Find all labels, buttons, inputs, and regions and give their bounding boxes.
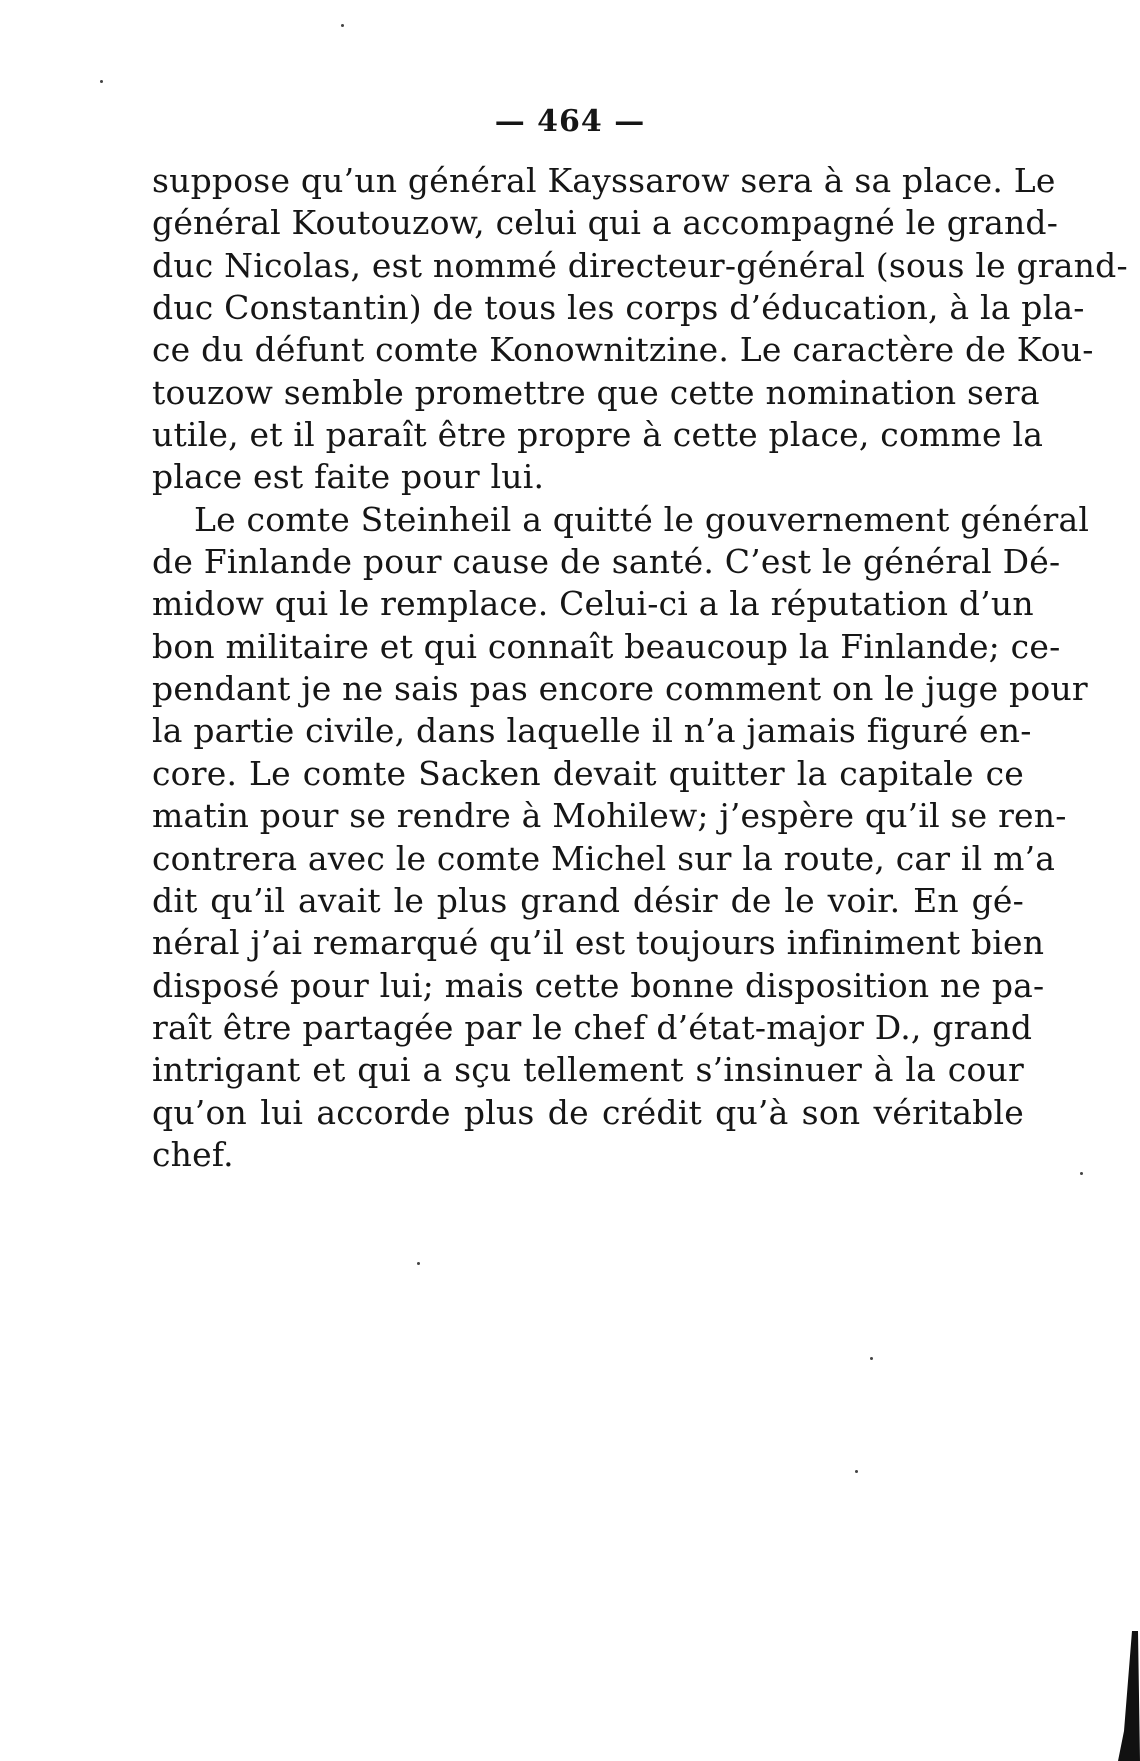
text-line: Le comte Steinheil a quitté le gouvernement général [194,499,1090,539]
text-line: matin pour se rendre à Mohilew; j’espère qu’il se ren- [152,796,1067,836]
text-line: raît être partagée par le chef d’état-major D., grand [152,1007,1033,1047]
text-line: de Finlande pour cause de santé. C’est le général Dé- [152,542,1061,582]
text-line: la partie civile, dans laquelle il n’a jamais figuré en- [152,711,1032,751]
text-line: disposé pour lui; mais cette bonne disposition ne pa- [152,965,1045,1005]
text-line: dit qu’il avait le plus grand désir de le voir. En gé- [152,880,1024,920]
text-block [152,160,1128,1176]
scan-speck [870,1357,873,1360]
text-line: suppose qu’un général Kayssarow sera à sa place. Le [152,161,1056,200]
text-line: duc Nicolas, est nommé directeur-général (sous le grand- [152,245,1128,285]
page-number: — 464 — [494,104,646,139]
scan-speck [100,80,103,83]
scan-speck [855,1470,858,1473]
text-line: place est faite pour lui. [152,457,545,497]
text-line: ce du défunt comte Konownitzine. Le caractère de Kou- [152,330,1094,370]
text-line: bon militaire et qui connaît beaucoup la Finlande; ce- [152,626,1061,666]
scan-speck [417,1262,420,1265]
text-line: pendant je ne sais pas encore comment on le juge pour [152,669,1088,709]
text-line: contrera avec le comte Michel sur la route, car il m’a [152,838,1056,878]
text-line: général Koutouzow, celui qui a accompagné le grand- [152,203,1059,243]
text-line: core. Le comte Sacken devait quitter la capitale ce [152,753,1024,793]
text-line: midow qui le remplace. Celui-ci a la réputation d’un [152,584,1034,624]
text-line: duc Constantin) de tous les corps d’éducation, à la pla- [152,288,1085,328]
text-line: touzow semble promettre que cette nomination sera [152,372,1040,412]
text-line: néral j’ai remarqué qu’il est toujours infiniment bien [152,923,1045,963]
text-line: intrigant et qui a sçu tellement s’insinuer à la cour [152,1050,1024,1090]
text-line: qu’on lui accorde plus de crédit qu’à son véritable [152,1092,1024,1132]
scan-speck [341,24,344,27]
scan-speck [1080,1172,1083,1175]
page-edge-mark [1110,1631,1140,1761]
text-line: chef. [152,1134,234,1174]
text-line: utile, et il paraît être propre à cette place, comme la [152,415,1044,455]
